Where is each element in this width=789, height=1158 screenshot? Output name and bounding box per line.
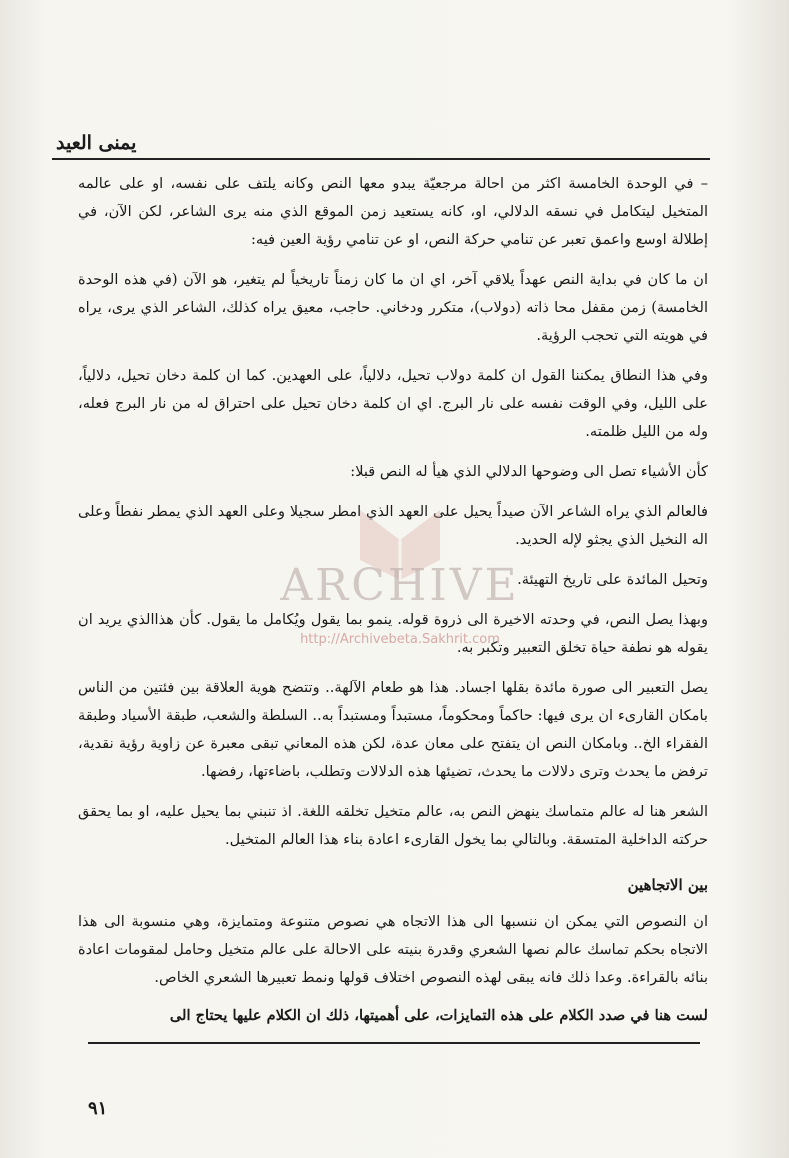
body-text xyxy=(78,170,708,866)
paragraph: وبهذا يصل النص، في وحدته الاخيرة الى ذروة قوله. ينمو بما يقول ويُكامل ما يقول. كأن هذاالذي يريد ان يقوله هو نطفة حياة تخلق التعبير وتكبر به. xyxy=(78,611,708,656)
footer-rule xyxy=(88,1042,700,1044)
paragraph: ان ما كان في بداية النص عهداً يلاقي آخر، اي ان ما كان زمناً تاريخياً لم يتغير، هو الآن (في هذه الوحدة الخامسة) زمن مقفل محا ذاته (دولاب)، متكرر ودخاني. حاجب، معيق يراه كذلك، الشاعر الذي يرى، يراه في هويته التي تحجب الرؤية. xyxy=(78,271,708,344)
paragraph: لست هنا في صدد الكلام على هذه التمايزات، على أهميتها، ذلك ان الكلام عليها يحتاج الى xyxy=(169,1007,708,1024)
section-heading: بين الاتجاهين xyxy=(627,876,708,894)
page-number: ٩١ xyxy=(88,1098,108,1119)
header-rule xyxy=(52,158,710,160)
running-header-author: يمنى العيد xyxy=(56,132,137,154)
paragraph: ان النصوص التي يمكن ان ننسبها الى هذا الاتجاه هي نصوص متنوعة ومتمايزة، وهي منسوبة الى هذا الاتجاه بحكم تماسك عالم نصها الشعري وقدرة بنيته على الاحالة على عالم متخيل وحامل لمقومات اعادة بنائه بالقراءة. وعدا ذلك فانه يبقى لهذه النصوص اختلاف قولها ونمط تعبيرها الشعري الخاص. xyxy=(78,913,708,986)
paragraph: يصل التعبير الى صورة مائدة بقلها اجساد. هذا هو طعام الآلهة.. وتتضح هوية العلاقة بين فئتين من الناس بامكان القارىء ان يرى فيها: حاكماً ومحكوماً، مستبداً ومستبداً به.. السلطة والشعب، طبقة الأسياد وطبقة الفقراء الخ.. وبامكان النص ان يتفتح على معان عدة، لكن هذه المعاني تبقى معبرة عن زاوية رؤية نقدية، ترفض ما يحدث وترى دلالات ما يحدث، تضيئها هذه الدلالات وتطلب، باضاءتها، رفضها. xyxy=(78,679,708,780)
paragraph: – في الوحدة الخامسة اكثر من احالة مرجعيّة يبدو معها النص وكانه يلتف على نفسه، او على عالمه المتخيل ليتكامل في نسقه الدلالي، او، كانه يستعيد زمن الموقع الذي منه يرى الشاعر، لكن الآن، في إطلالة اوسع واعمق تعبر عن تنامي حركة النص، او عن تنامي رؤية العين فيه: xyxy=(78,175,708,248)
section-body xyxy=(78,908,708,1040)
paragraph: وفي هذا النطاق يمكننا القول ان كلمة دولاب تحيل، دلالياً، على العهدين. كما ان كلمة دخان تحيل، دلالياً، على الليل، وفي الوقت نفسه على نار البرج. اي ان كلمة دخان تحيل على احتراق له من نار البرج فعله، وله من الليل ظلمته. xyxy=(78,367,708,440)
paragraph: وتحيل المائدة على تاريخ التهيئة. xyxy=(517,571,708,588)
paragraph: الشعر هنا له عالم متماسك ينهض النص به، عالم متخيل تخلقه اللغة. اذ تنبني بما يحيل عليه، او بما يحقق حركته الداخلية المتسقة. وبالتالي بما يخول القارىء اعادة بناء هذا العالم المتخيل. xyxy=(78,803,708,848)
watermark-url: http://Archivebeta.Sakhrit.com xyxy=(300,632,500,647)
watermark-text: ARCHIVE xyxy=(280,560,520,611)
paragraph: فالعالم الذي يراه الشاعر الآن صيداً يحيل على العهد الذي امطر سجيلا وعلى العهد الذي يمطر نفطاً وعلى اله النخيل الذي يجثو لإله الحديد. xyxy=(78,503,708,548)
paragraph: كأن الأشياء تصل الى وضوحها الدلالي الذي هيأ له النص قبلا: xyxy=(350,463,708,480)
